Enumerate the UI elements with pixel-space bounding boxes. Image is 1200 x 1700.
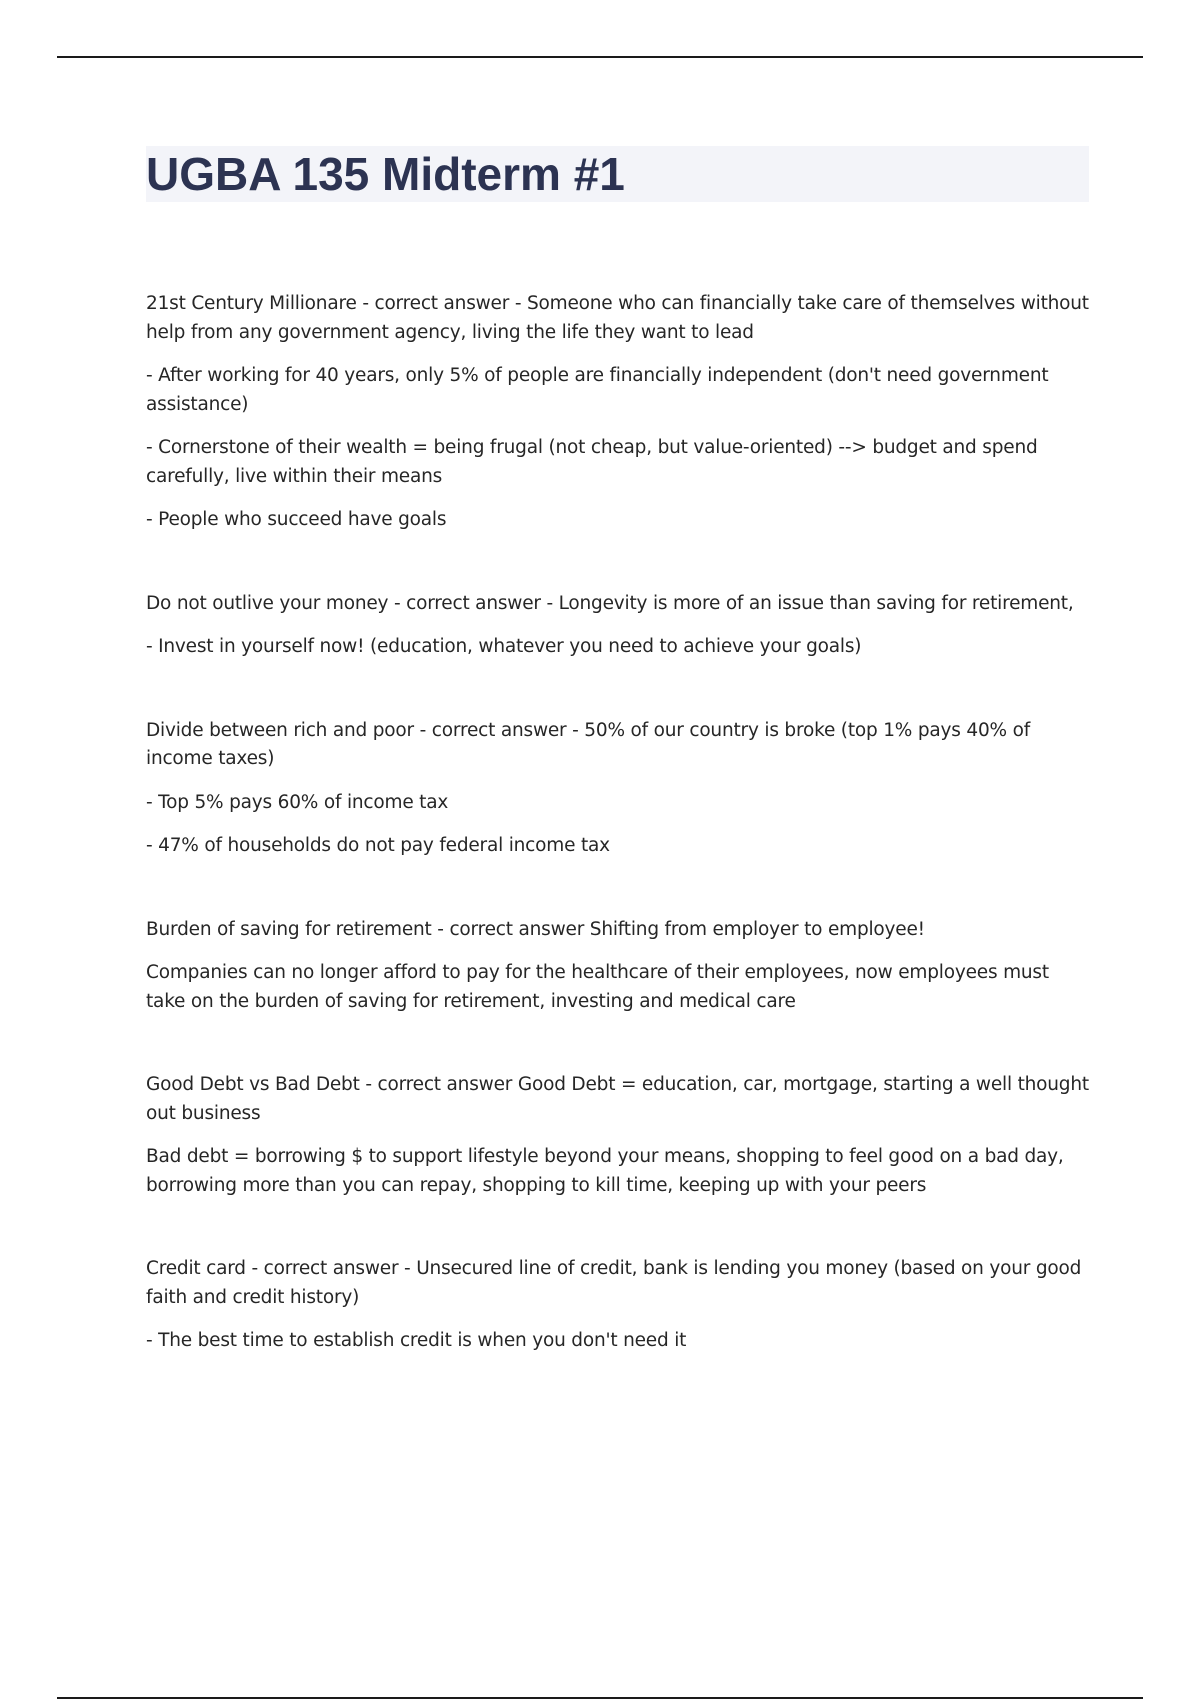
entry-paragraph: Burden of saving for retirement - correct answer Shifting from employer to employee!: [146, 918, 925, 940]
flashcard-entry: [146, 1071, 1091, 1200]
document-body: [146, 290, 1091, 1411]
flashcard-entry: [146, 290, 1091, 535]
top-rule: [57, 56, 1143, 58]
entry-paragraph: - Cornerstone of their wealth = being frugal (not cheap, but value-oriented) --> budget and spend carefully, live within their means: [146, 437, 1038, 487]
entry-paragraph: Do not outlive your money - correct answer - Longevity is more of an issue than saving for retirement,: [146, 592, 1074, 614]
bottom-rule: [57, 1697, 1143, 1699]
entry-paragraph: Bad debt = borrowing $ to support lifestyle beyond your means, shopping to feel good on a bad day, borrowing more than you can repay, shopping to kill time, keeping up with your peers: [146, 1146, 1064, 1196]
entry-paragraph: Divide between rich and poor - correct answer - 50% of our country is broke (top 1% pays 40% of income taxes): [146, 719, 1031, 769]
entry-paragraph: - 47% of households do not pay federal income tax: [146, 835, 610, 856]
flashcard-entry: [146, 590, 1091, 662]
flashcard-entry: [146, 717, 1091, 861]
page-title: UGBA 135 Midterm #1: [146, 148, 625, 200]
entry-paragraph: Companies can no longer afford to pay for the healthcare of their employees, now employees must take on the burden of saving for retirement, investing and medical care: [146, 962, 1049, 1012]
entry-paragraph: - Invest in yourself now! (education, whatever you need to achieve your goals): [146, 636, 862, 657]
flashcard-entry: [146, 916, 1091, 1017]
entry-paragraph: 21st Century Millionare - correct answer - Someone who can financially take care of themselves without help from any government agency, living the life they want to lead: [146, 293, 1089, 343]
entry-paragraph: - The best time to establish credit is when you don't need it: [146, 1330, 687, 1351]
entry-paragraph: Good Debt vs Bad Debt - correct answer Good Debt = education, car, mortgage, starting a well thought out business: [146, 1074, 1089, 1124]
entry-paragraph: - Top 5% pays 60% of income tax: [146, 791, 449, 813]
entry-paragraph: - People who succeed have goals: [146, 509, 447, 530]
entry-paragraph: Credit card - correct answer - Unsecured line of credit, bank is lending you money (based on your good faith and credit history): [146, 1258, 1082, 1308]
flashcard-entry: [146, 1255, 1091, 1356]
entry-paragraph: - After working for 40 years, only 5% of people are financially independent (don't need government assistance): [146, 365, 1049, 415]
